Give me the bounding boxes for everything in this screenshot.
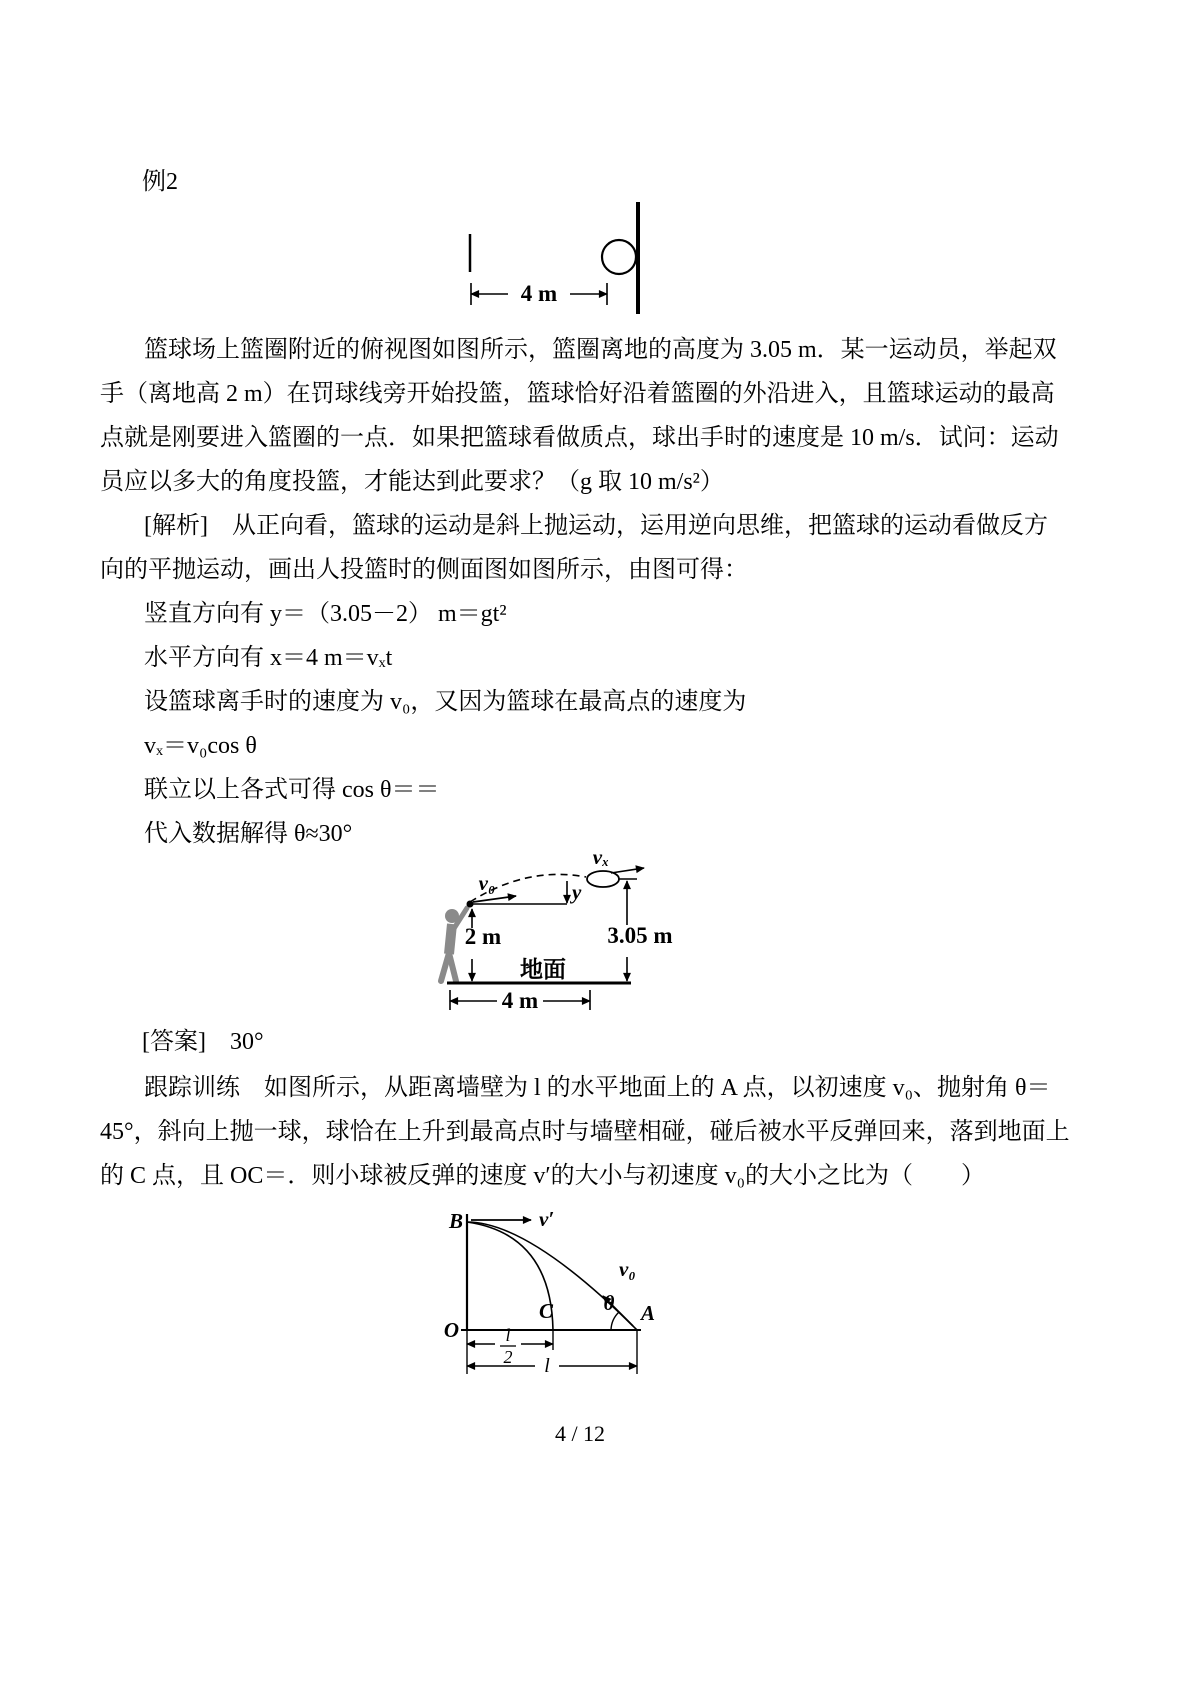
hoop-circle xyxy=(602,240,636,274)
analysis-paragraph xyxy=(100,504,1100,592)
text-line: 的 C 点，且 OC＝．则小球被反弹的速度 v′的大小与初速度 v₀的大小之比为（ ） xyxy=(100,1163,985,1189)
player-leg xyxy=(449,953,456,981)
dim-l-label: l xyxy=(544,1355,550,1377)
text-line: 篮球场上篮圈附近的俯视图如图所示，篮圈离地的高度为 3.05 m．某一运动员，举起双 xyxy=(144,337,1057,363)
solution-steps xyxy=(100,592,1100,856)
frac-2-denominator: 2 xyxy=(503,1347,513,1367)
vx-label: vₓ xyxy=(592,845,610,869)
equation-line: 水平方向有 x＝4 m＝vₓt xyxy=(144,645,393,671)
problem-paragraph xyxy=(100,328,1100,504)
page-number: 4 / 12 xyxy=(554,1421,606,1446)
text-line: 45°，斜向上抛一球，球恰在上升到最高点时与墙壁相碰，碰后被水平反弹回来，落到地面上 xyxy=(100,1119,1070,1145)
player-figure xyxy=(441,908,467,981)
point-o-label: O xyxy=(443,1318,459,1342)
figure-wall-rebound xyxy=(425,1200,695,1386)
dim-4m-label: 4 m xyxy=(520,281,558,306)
text-line: 点就是刚要进入篮圈的一点．如果把篮球看做质点，球出手时的速度是 10 m/s．试问：运动 xyxy=(100,425,1059,451)
equation-line: 联立以上各式可得 cos θ＝＝ xyxy=(144,777,440,803)
text-line: [解析] 从正向看，篮球的运动是斜上抛运动，运用逆向思维，把篮球的运动看做反方 xyxy=(144,513,1048,539)
figure-hoop-top-view xyxy=(430,196,700,321)
followup-paragraph xyxy=(100,1066,1100,1198)
point-c-label: C xyxy=(538,1299,553,1323)
v0-arrow xyxy=(473,896,516,902)
equation-line: 代入数据解得 θ≈30° xyxy=(144,821,353,847)
text-line: 跟踪训练 如图所示，从距离墙壁为 l 的水平地面上的 A 点，以初速度 v₀、抛射角 θ＝ xyxy=(144,1075,1051,1101)
dim-4m-bottom-label: 4 m xyxy=(501,988,539,1013)
point-b-label: B xyxy=(448,1209,463,1233)
equation-line: 竖直方向有 y＝（3.05－2） m＝gt² xyxy=(144,601,507,627)
rim-ellipse xyxy=(587,871,619,887)
equation-line: 设篮球离手时的速度为 v₀，又因为篮球在最高点的速度为 xyxy=(144,689,747,715)
text-line: 员应以多大的角度投篮，才能达到此要求？（g 取 10 m/s²） xyxy=(100,469,724,495)
point-a-label: A xyxy=(641,1301,656,1325)
v0-label: v₀ xyxy=(619,1257,636,1281)
answer-line: [答案] 30° xyxy=(142,1029,264,1055)
theta-label: θ xyxy=(603,1291,615,1315)
y-label: y xyxy=(572,880,582,904)
example-label: 例2 xyxy=(142,169,178,195)
figure-throw-side-view xyxy=(415,840,725,1020)
height-2m-label: 2 m xyxy=(464,924,502,949)
equation-line: vₓ＝v₀cos θ xyxy=(144,733,257,759)
frac-l-numerator: l xyxy=(505,1325,511,1345)
v-rebound-label: v′ xyxy=(539,1207,555,1231)
ground-label: 地面 xyxy=(520,957,566,982)
text-line: 向的平抛运动，画出人投篮时的侧面图如图所示，由图可得： xyxy=(100,557,748,583)
vx-arrow xyxy=(611,868,644,873)
text-line: 手（离地高 2 m）在罚球线旁开始投篮，篮球恰好沿着篮圈的外沿进入，且篮球运动的最高 xyxy=(100,381,1055,407)
v0-label: v₀ xyxy=(478,871,496,895)
height-305-label: 3.05 m xyxy=(607,923,673,948)
